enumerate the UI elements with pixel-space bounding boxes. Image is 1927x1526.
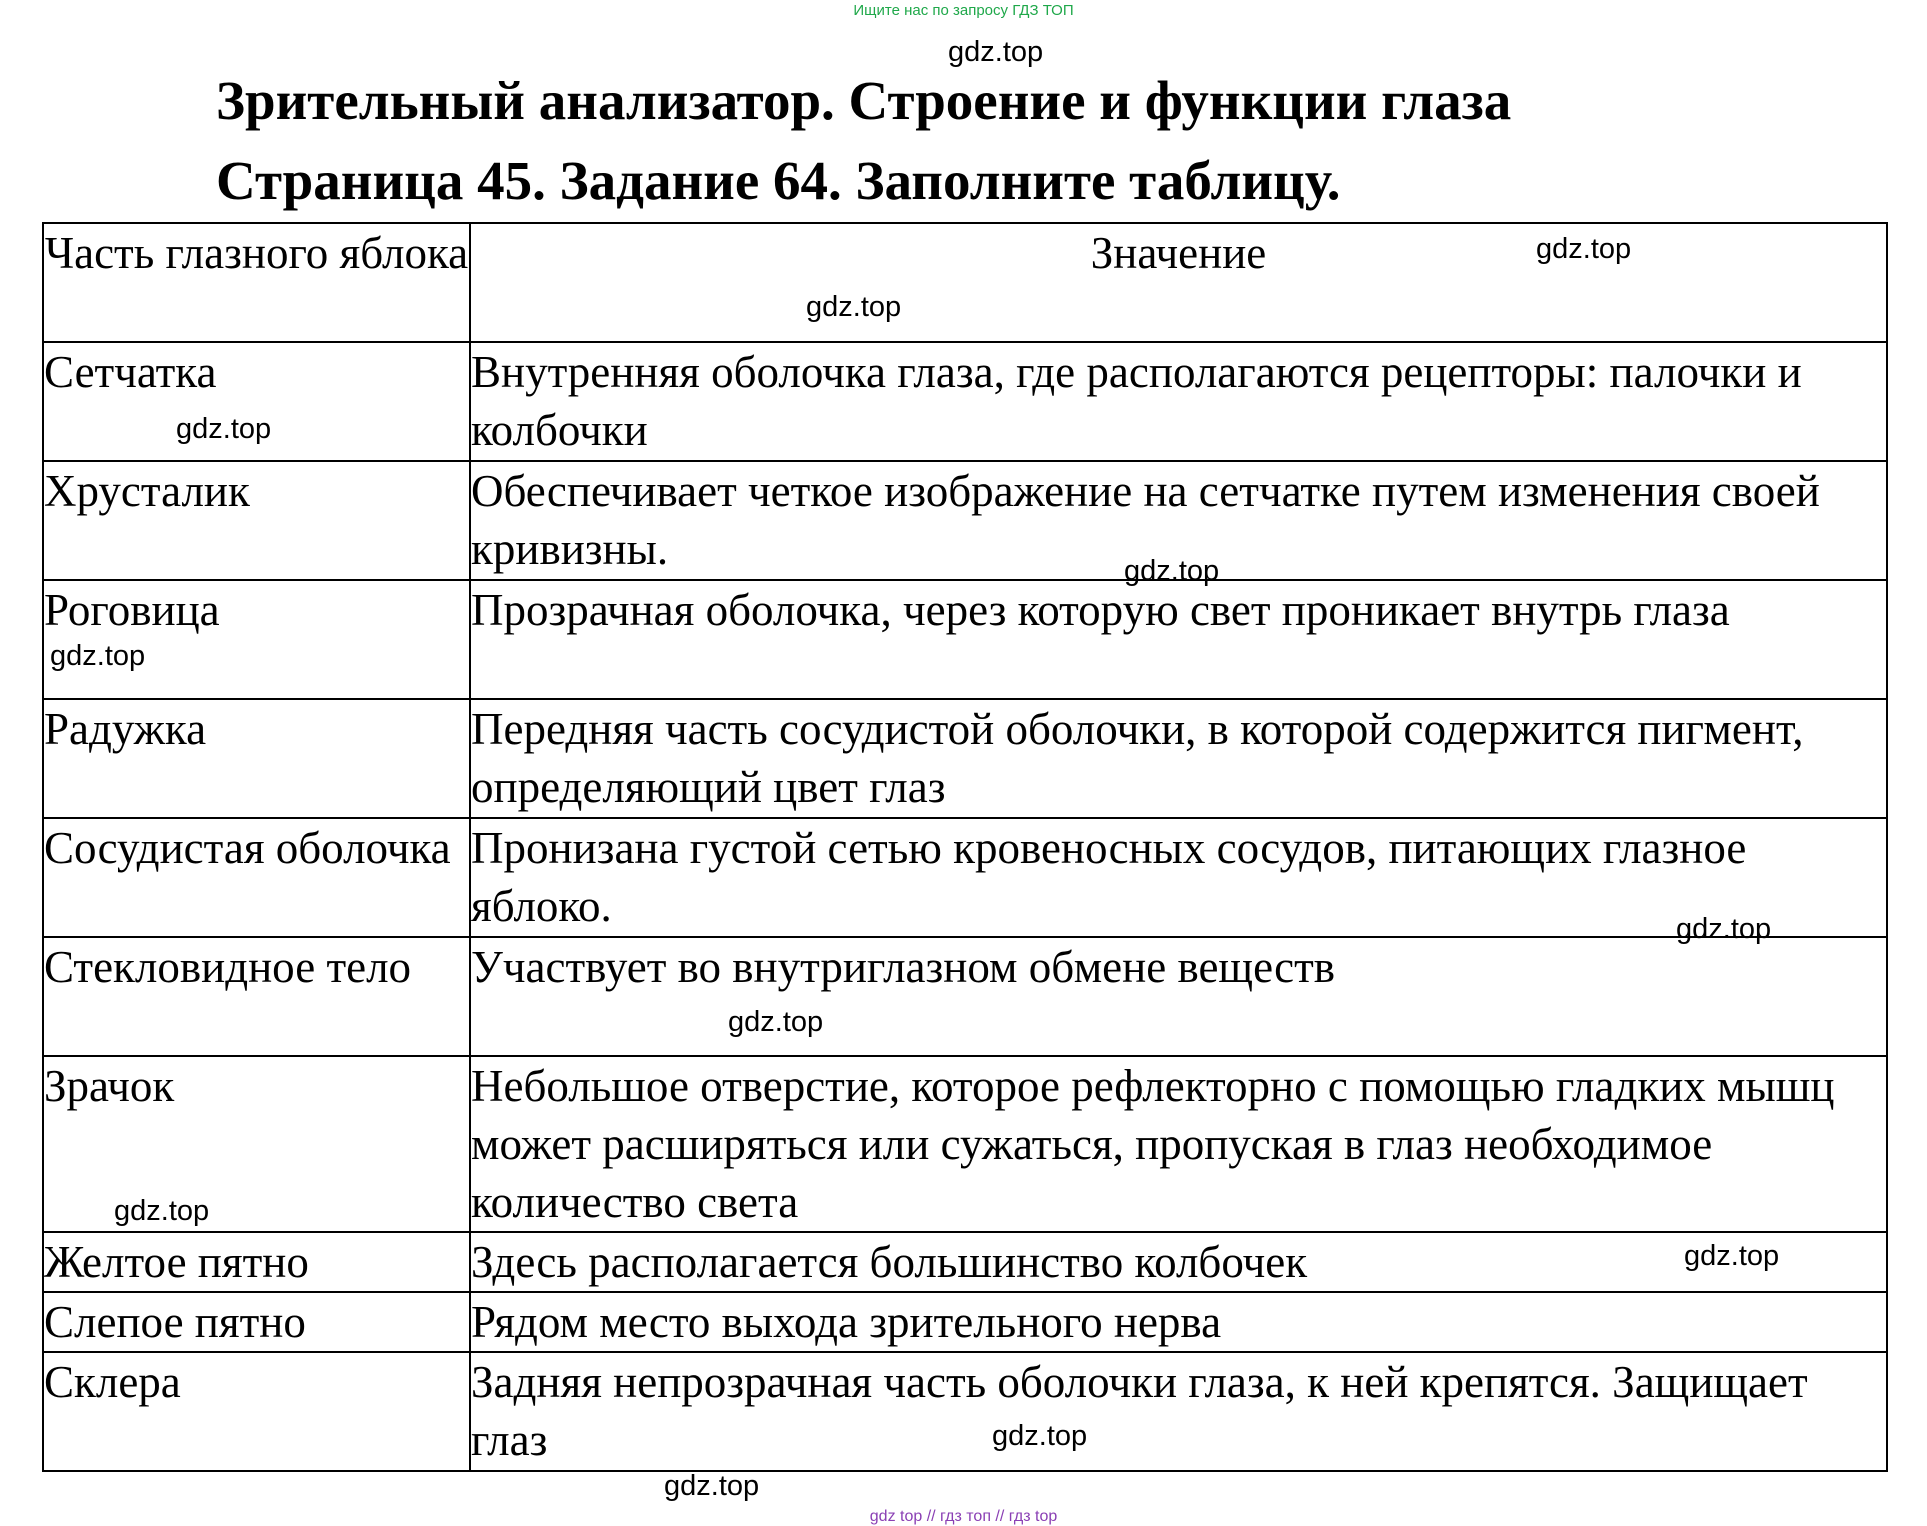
watermark: gdz.top (1676, 913, 1772, 945)
row-part: Зрачок (43, 1056, 470, 1232)
watermark: gdz.top (806, 291, 902, 323)
watermark: gdz.top (1684, 1240, 1780, 1272)
row-part: Желтое пятно (43, 1232, 470, 1292)
table-row (43, 1056, 1887, 1232)
row-part: Склера (43, 1352, 470, 1471)
row-part: Сетчатка (43, 342, 470, 461)
table-row (43, 937, 1887, 1056)
row-part: Слепое пятно (43, 1292, 470, 1352)
watermark: gdz.top (114, 1195, 210, 1227)
watermark: gdz.top (1124, 555, 1220, 587)
table-row (43, 818, 1887, 937)
row-part: Стекловидное тело (43, 937, 470, 1056)
eye-parts-table (42, 222, 1888, 1472)
row-meaning: Передняя часть сосудистой оболочки, в которой содержится пигмент, определяющий цвет глаз (470, 699, 1887, 818)
table-row (43, 461, 1887, 580)
table-row (43, 1232, 1887, 1292)
row-meaning: Внутренняя оболочка глаза, где располагаются рецепторы: палочки и колбочки (470, 342, 1887, 461)
row-part: Радужка (43, 699, 470, 818)
watermark: gdz.top (728, 1006, 824, 1038)
watermark: gdz.top (50, 640, 146, 672)
table-row (43, 699, 1887, 818)
watermark: gdz.top (948, 36, 1044, 68)
row-part: Хрусталик (43, 461, 470, 580)
table-row (43, 1352, 1887, 1471)
row-meaning: Рядом место выхода зрительного нерва (470, 1292, 1887, 1352)
row-meaning: Пронизана густой сетью кровеносных сосудов, питающих глазное яблоко. (470, 818, 1887, 937)
table-row (43, 342, 1887, 461)
row-meaning: Здесь располагается большинство колбочек (470, 1232, 1887, 1292)
watermark: gdz.top (992, 1420, 1088, 1452)
watermark: gdz.top (664, 1470, 760, 1502)
row-meaning: Обеспечивает четкое изображение на сетчатке путем изменения своей кривизны. (470, 461, 1887, 580)
header-meaning: Значение (470, 223, 1887, 342)
page-title: Зрительный анализатор. Строение и функции глаза (216, 70, 1512, 131)
row-meaning: Задняя непрозрачная часть оболочки глаза, к ней крепятся. Защищает глаз (470, 1352, 1887, 1471)
footer: gdz top // гдз топ // гдз top (869, 1508, 1058, 1525)
table-row (43, 580, 1887, 699)
task-title: Страница 45. Задание 64. Заполните таблицу. (216, 150, 1341, 211)
row-part: Роговица (43, 580, 470, 699)
watermark: gdz.top (176, 413, 272, 445)
top-banner: Ищите нас по запросу ГДЗ ТОП (853, 2, 1074, 19)
header-part: Часть глазного яблока (43, 223, 470, 342)
watermark: gdz.top (1536, 233, 1632, 265)
row-meaning: Участвует во внутриглазном обмене веществ (470, 937, 1887, 1056)
row-meaning: Прозрачная оболочка, через которую свет проникает внутрь глаза (470, 580, 1887, 699)
table-row (43, 1292, 1887, 1352)
row-part: Сосудистая оболочка (43, 818, 470, 937)
row-meaning: Небольшое отверстие, которое рефлекторно с помощью гладких мышц может расширяться или сужаться, пропуская в глаз необходимое количество света (470, 1056, 1887, 1232)
